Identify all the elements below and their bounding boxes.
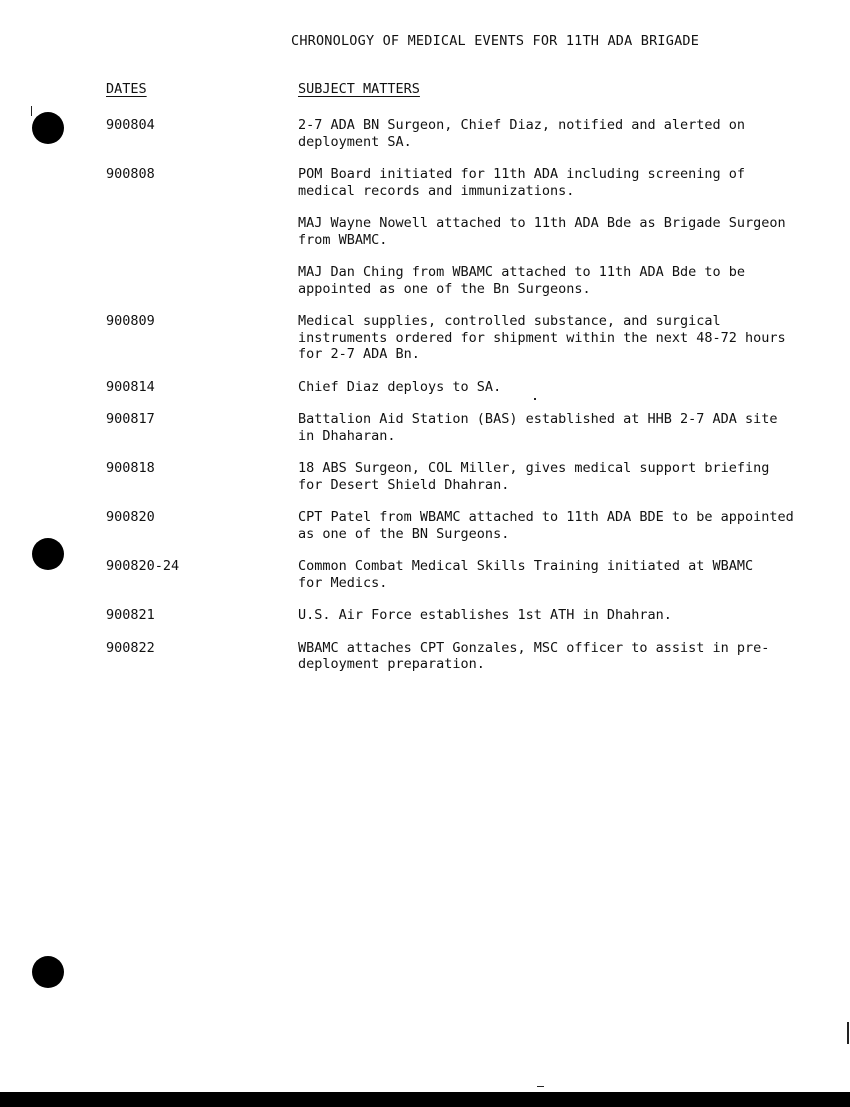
chronology-list — [0, 117, 850, 689]
margin-mark — [847, 1022, 849, 1044]
entry-date: 900809 — [106, 313, 155, 329]
stray-mark — [534, 398, 536, 400]
entry-text: WBAMC attaches CPT Gonzales, MSC officer to assist in pre- deployment preparation. — [298, 639, 770, 672]
scan-bottom-border — [0, 1092, 850, 1107]
dates-column-header: DATES — [106, 81, 147, 97]
list-item — [0, 379, 850, 396]
list-item — [0, 607, 850, 624]
list-item — [0, 558, 850, 591]
scan-mark — [537, 1086, 544, 1087]
list-item — [0, 460, 850, 493]
entry-date: 900822 — [106, 639, 155, 656]
entry-date: 900817 — [106, 411, 155, 427]
entry-text: Common Combat Medical Skills Training initiated at WBAMC for Medics. — [298, 558, 754, 591]
entry-text: 18 ABS Surgeon, COL Miller, gives medical support briefing for Desert Shield Dhahran. — [298, 460, 770, 493]
list-item — [0, 640, 850, 673]
entry-text: Battalion Aid Station (BAS) established at HHB 2-7 ADA site in Dhaharan. — [298, 411, 778, 444]
entry-date: 900804 — [106, 117, 155, 133]
entry-text: Chief Diaz deploys to SA. — [298, 378, 502, 395]
list-item — [0, 117, 850, 150]
entry-text: Medical supplies, controlled substance, and surgical instruments ordered for shipment within the next 48-72 hours for 2-7 ADA Bn. — [298, 313, 786, 362]
list-item — [0, 166, 850, 199]
subject-column-header: SUBJECT MATTERS — [298, 81, 420, 97]
entry-date: 900820 — [106, 509, 155, 525]
entry-text: MAJ Dan Ching from WBAMC attached to 11th ADA Bde to be appointed as one of the Bn Surgeons. — [298, 264, 746, 297]
entry-date: 900814 — [106, 378, 155, 395]
entry-text: POM Board initiated for 11th ADA including screening of medical records and immunizations. — [298, 166, 746, 199]
entry-date: 900818 — [106, 460, 155, 476]
list-item — [0, 215, 850, 248]
entry-text: CPT Patel from WBAMC attached to 11th ADA BDE to be appointed as one of the BN Surgeons. — [298, 509, 794, 542]
list-item — [0, 411, 850, 444]
document-title: CHRONOLOGY OF MEDICAL EVENTS FOR 11TH ADA BRIGADE — [291, 33, 700, 49]
entry-text: MAJ Wayne Nowell attached to 11th ADA Bde as Brigade Surgeon from WBAMC. — [298, 215, 786, 248]
entry-date: 900820-24 — [106, 558, 180, 574]
list-item — [0, 509, 850, 542]
punch-hole-bottom — [32, 956, 64, 988]
list-item — [0, 313, 850, 363]
list-item — [0, 264, 850, 297]
entry-text: 2-7 ADA BN Surgeon, Chief Diaz, notified and alerted on deployment SA. — [298, 117, 746, 150]
margin-mark — [31, 106, 32, 116]
entry-date: 900808 — [106, 166, 155, 182]
entry-date: 900821 — [106, 607, 155, 623]
entry-text: U.S. Air Force establishes 1st ATH in Dhahran. — [298, 607, 672, 623]
